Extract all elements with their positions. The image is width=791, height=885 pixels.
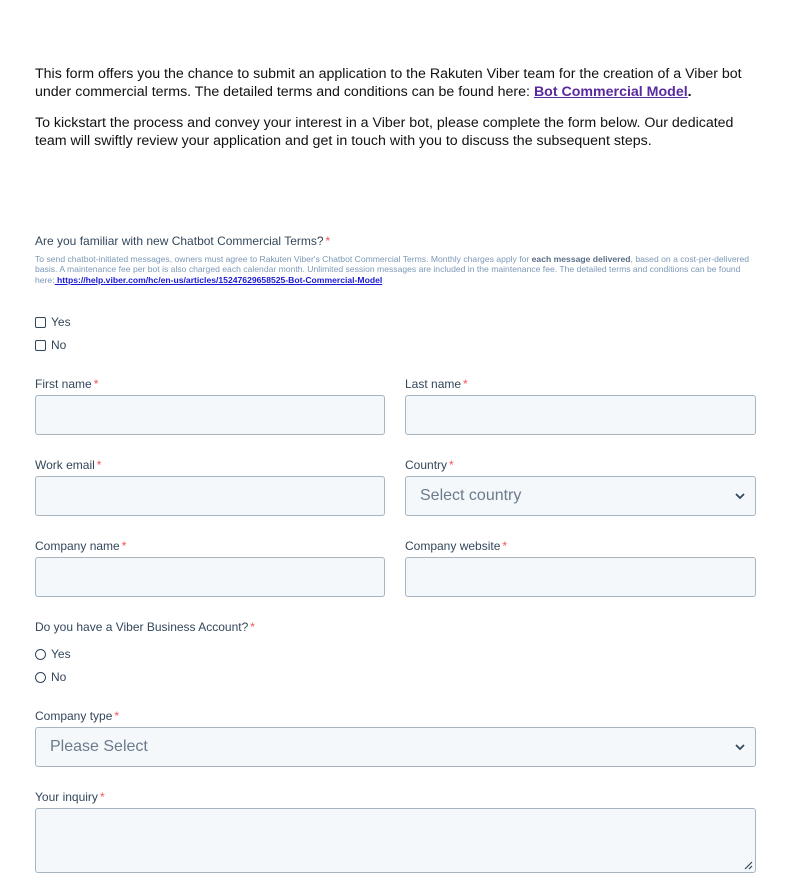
familiar-question-label	[35, 234, 330, 248]
inquiry-text: Your inquiry	[35, 790, 98, 804]
company-name-input[interactable]	[35, 557, 385, 597]
familiar-yes-label: Yes	[51, 315, 71, 329]
bot-commercial-model-link[interactable]: Bot Commercial Model	[533, 83, 688, 100]
desc-text-2: , based on a cost-per-delivered basis. A maintenance fee per bot is also charged each calendar month. Unlimited session messages are included in the maintenance fee. The detailed terms and conditions can be found here:	[35, 254, 750, 285]
business-yes-label: Yes	[51, 647, 71, 661]
company-type-select[interactable]	[35, 727, 756, 767]
company-name-label	[35, 539, 126, 553]
company-website-label	[405, 539, 507, 553]
required-marker: *	[502, 539, 508, 553]
company-name-text: Company name	[35, 539, 120, 553]
work-email-label	[35, 458, 101, 472]
familiar-question-text: Are you familiar with new Chatbot Commercial Terms?	[35, 234, 324, 248]
intro-paragraph-1	[35, 66, 751, 101]
intro-p1-end: .	[687, 83, 692, 100]
company-website-text: Company website	[405, 539, 501, 553]
required-marker: *	[325, 234, 331, 248]
last-name-input[interactable]	[405, 395, 756, 435]
country-label	[405, 458, 454, 472]
first-name-input[interactable]	[35, 395, 385, 435]
company-type-text: Company type	[35, 709, 113, 723]
required-marker: *	[463, 377, 468, 391]
business-account-label	[35, 620, 255, 634]
required-marker: *	[121, 539, 127, 553]
checkbox-no[interactable]	[35, 340, 46, 351]
familiar-option-no[interactable]	[35, 338, 66, 352]
inquiry-textarea[interactable]	[35, 808, 756, 873]
familiar-description	[35, 254, 751, 285]
checkbox-yes[interactable]	[35, 317, 46, 328]
country-select-value: Select country	[420, 487, 522, 504]
required-marker: *	[114, 709, 120, 723]
intro-paragraph-2: To kickstart the process and convey your interest in a Viber bot, please complete the form below. Our dedicated team will swiftly review your application and get in touch with you to discuss the subsequent steps.	[35, 115, 734, 149]
familiar-no-label: No	[51, 338, 67, 352]
desc-text-1: To send chatbot-initiated messages, owners must agree to Rakuten Viber's Chatbot Commercial Terms. Monthly charges apply for	[35, 254, 532, 264]
business-account-text: Do you have a Viber Business Account?	[35, 620, 249, 634]
required-marker: *	[93, 377, 99, 391]
last-name-text: Last name	[405, 377, 462, 391]
chevron-down-icon	[734, 741, 746, 753]
chevron-down-icon	[734, 490, 746, 502]
company-type-label	[35, 709, 119, 723]
company-website-input[interactable]	[405, 557, 756, 597]
required-marker: *	[96, 458, 102, 472]
first-name-text: First name	[35, 377, 92, 391]
required-marker: *	[250, 620, 255, 634]
country-select[interactable]	[405, 476, 756, 516]
business-account-option-no[interactable]	[35, 670, 66, 684]
help-article-link[interactable]: https://help.viber.com/hc/en-us/articles/15247629658525-Bot-Commercial-Model	[54, 274, 383, 285]
work-email-input[interactable]	[35, 476, 385, 516]
required-marker: *	[449, 458, 454, 472]
company-type-select-value: Please Select	[50, 738, 148, 755]
radio-no[interactable]	[35, 672, 46, 683]
first-name-label	[35, 377, 98, 391]
inquiry-label	[35, 790, 105, 804]
intro-p1-text: This form offers you the chance to submit an application to the Rakuten Viber team for the creation of a Viber bot under commercial terms. The detailed terms and conditions can be found here:	[35, 66, 742, 100]
business-no-label: No	[51, 670, 67, 684]
familiar-option-yes[interactable]	[35, 315, 71, 329]
country-text: Country	[405, 458, 448, 472]
radio-yes[interactable]	[35, 649, 46, 660]
business-account-option-yes[interactable]	[35, 647, 71, 661]
last-name-label	[405, 377, 468, 391]
resize-handle-icon[interactable]	[743, 860, 753, 870]
intro-text	[35, 66, 751, 164]
desc-bold: each message delivered	[531, 254, 631, 264]
required-marker: *	[99, 790, 105, 804]
work-email-text: Work email	[35, 458, 95, 472]
